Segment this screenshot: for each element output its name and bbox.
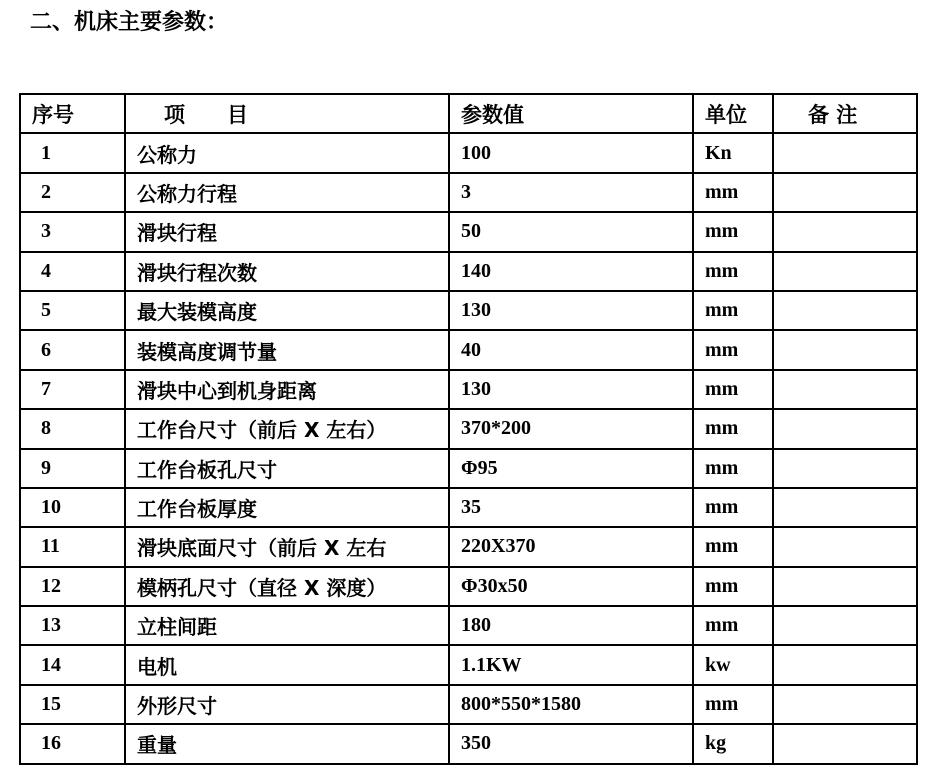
header-note: 备 注 <box>773 94 917 133</box>
row-value-cell: 350 <box>449 724 693 763</box>
table-body <box>20 133 917 763</box>
row-index-cell: 15 <box>20 685 125 724</box>
row-index-cell: 2 <box>20 173 125 212</box>
row-note-cell <box>773 370 917 409</box>
section-title: 二、机床主要参数： <box>30 10 229 35</box>
row-item-cell: 滑块行程 <box>125 212 449 251</box>
row-index-cell: 12 <box>20 567 125 606</box>
row-note-cell <box>773 527 917 566</box>
row-note-cell <box>773 173 917 212</box>
row-value-cell: Φ95 <box>449 449 693 488</box>
row-note-cell <box>773 212 917 251</box>
row-item-cell: 外形尺寸 <box>125 685 449 724</box>
row-index-cell: 14 <box>20 645 125 684</box>
row-value-cell: 370*200 <box>449 409 693 448</box>
row-index-cell: 13 <box>20 606 125 645</box>
row-item-cell: 滑块底面尺寸（前后 X 左右 <box>125 527 449 566</box>
table-row <box>20 370 917 409</box>
row-item-cell: 立柱间距 <box>125 606 449 645</box>
row-index-cell: 11 <box>20 527 125 566</box>
row-note-cell <box>773 409 917 448</box>
row-index-cell: 6 <box>20 330 125 369</box>
row-index-cell: 16 <box>20 724 125 763</box>
row-index-cell: 5 <box>20 291 125 330</box>
row-item-cell: 工作台板厚度 <box>125 488 449 527</box>
table-row <box>20 212 917 251</box>
table-row <box>20 409 917 448</box>
row-note-cell <box>773 606 917 645</box>
row-unit-cell: mm <box>693 488 773 527</box>
row-unit-cell: mm <box>693 527 773 566</box>
row-item-cell: 最大装模高度 <box>125 291 449 330</box>
row-item-cell: 滑块中心到机身距离 <box>125 370 449 409</box>
row-index-cell: 7 <box>20 370 125 409</box>
table-row <box>20 527 917 566</box>
row-item-cell: 滑块行程次数 <box>125 252 449 291</box>
table-row <box>20 645 917 684</box>
row-unit-cell: kw <box>693 645 773 684</box>
table-row <box>20 133 917 172</box>
row-item-cell: 装模高度调节量 <box>125 330 449 369</box>
row-note-cell <box>773 330 917 369</box>
row-value-cell: 35 <box>449 488 693 527</box>
table-row <box>20 724 917 763</box>
row-value-cell: 1.1KW <box>449 645 693 684</box>
row-value-cell: 40 <box>449 330 693 369</box>
row-note-cell <box>773 567 917 606</box>
row-note-cell <box>773 645 917 684</box>
row-item-cell: 工作台尺寸（前后 X 左右） <box>125 409 449 448</box>
row-value-cell: 800*550*1580 <box>449 685 693 724</box>
row-note-cell <box>773 724 917 763</box>
table-row <box>20 173 917 212</box>
row-index-cell: 3 <box>20 212 125 251</box>
row-value-cell: 100 <box>449 133 693 172</box>
row-value-cell: 130 <box>449 370 693 409</box>
table-row <box>20 567 917 606</box>
row-unit-cell: Kn <box>693 133 773 172</box>
row-unit-cell: mm <box>693 330 773 369</box>
header-item: 项 目 <box>125 94 449 133</box>
row-index-cell: 1 <box>20 133 125 172</box>
table-row <box>20 291 917 330</box>
row-item-cell: 重量 <box>125 724 449 763</box>
row-note-cell <box>773 685 917 724</box>
row-value-cell: 130 <box>449 291 693 330</box>
row-item-cell: 公称力 <box>125 133 449 172</box>
row-item-cell: 公称力行程 <box>125 173 449 212</box>
row-index-cell: 8 <box>20 409 125 448</box>
row-note-cell <box>773 291 917 330</box>
row-unit-cell: mm <box>693 685 773 724</box>
row-value-cell: 140 <box>449 252 693 291</box>
table-row <box>20 330 917 369</box>
row-unit-cell: kg <box>693 724 773 763</box>
header-unit: 单位 <box>693 94 773 133</box>
row-value-cell: 180 <box>449 606 693 645</box>
row-item-cell: 工作台板孔尺寸 <box>125 449 449 488</box>
table-row <box>20 685 917 724</box>
row-unit-cell: mm <box>693 449 773 488</box>
table-row <box>20 488 917 527</box>
row-note-cell <box>773 488 917 527</box>
row-unit-cell: mm <box>693 606 773 645</box>
row-value-cell: Φ30x50 <box>449 567 693 606</box>
machine-parameters-table <box>19 93 918 765</box>
row-index-cell: 4 <box>20 252 125 291</box>
row-unit-cell: mm <box>693 212 773 251</box>
row-unit-cell: mm <box>693 173 773 212</box>
header-index: 序号 <box>20 94 125 133</box>
table-row <box>20 606 917 645</box>
row-unit-cell: mm <box>693 252 773 291</box>
row-item-cell: 电机 <box>125 645 449 684</box>
row-unit-cell: mm <box>693 370 773 409</box>
row-value-cell: 3 <box>449 173 693 212</box>
row-unit-cell: mm <box>693 409 773 448</box>
row-index-cell: 10 <box>20 488 125 527</box>
row-note-cell <box>773 133 917 172</box>
row-unit-cell: mm <box>693 567 773 606</box>
row-item-cell: 模柄孔尺寸（直径 X 深度） <box>125 567 449 606</box>
table-row <box>20 252 917 291</box>
table-header-row <box>20 94 917 133</box>
row-value-cell: 50 <box>449 212 693 251</box>
row-note-cell <box>773 449 917 488</box>
table-row <box>20 449 917 488</box>
row-note-cell <box>773 252 917 291</box>
row-unit-cell: mm <box>693 291 773 330</box>
row-index-cell: 9 <box>20 449 125 488</box>
header-value: 参数值 <box>449 94 693 133</box>
row-value-cell: 220X370 <box>449 527 693 566</box>
